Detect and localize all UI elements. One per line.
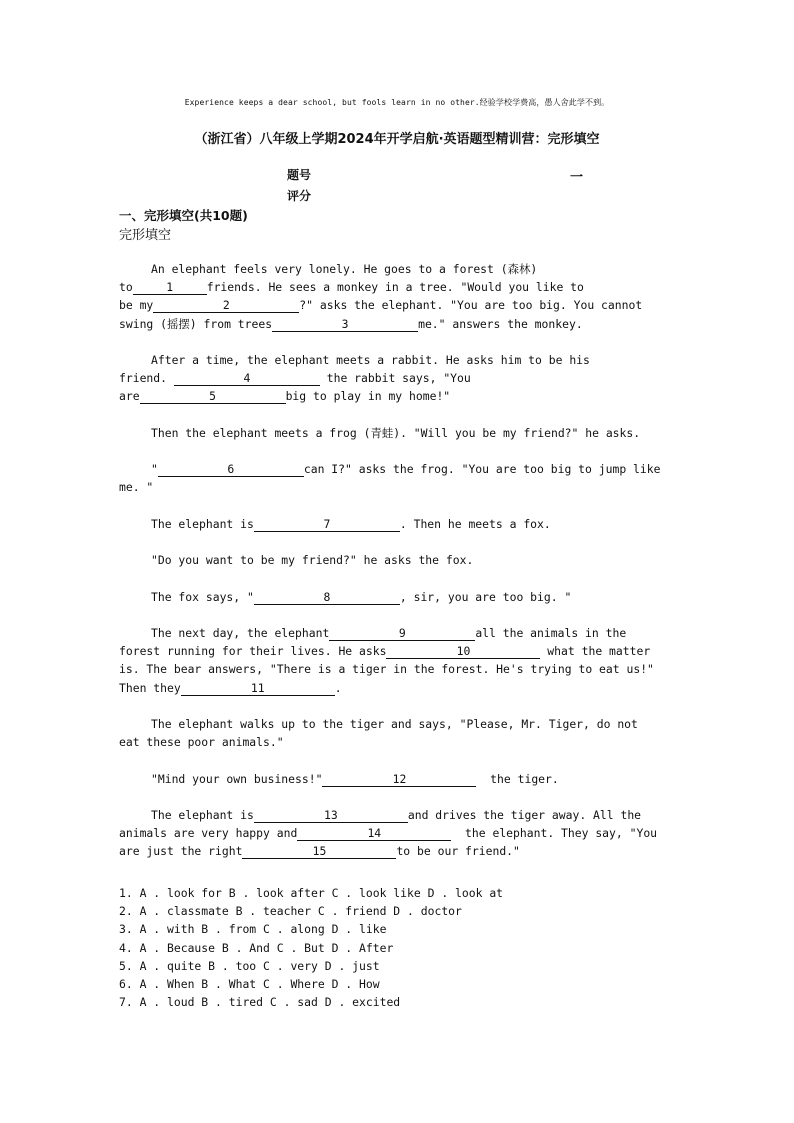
blank-2[interactable]: 2	[153, 298, 299, 313]
option-line: 1. A . look for B . look after C . look like D . look at	[119, 886, 504, 900]
blank-3[interactable]: 3	[272, 317, 418, 332]
paragraph: " 6 can I?" asks the frog. "You are too big to jump like me. "	[119, 462, 661, 495]
blank-14[interactable]: 14	[297, 826, 451, 841]
paragraph: "Do you want to be my friend?" he asks the fox.	[151, 553, 474, 568]
blank-6[interactable]: 6	[158, 462, 304, 477]
paragraph: The elephant walks up to the tiger and says, "Please, Mr. Tiger, do not eat these poor animals."	[119, 716, 638, 750]
option-line: 7. A . loud B . tired C . sad D . excited	[119, 995, 401, 1010]
paragraph: The fox says, " 8 , sir, you are too big. "	[151, 589, 572, 604]
blank-5[interactable]: 5	[140, 389, 286, 404]
paragraph: The next day, the elephant 9 all the animals in the forest running for their lives. He asks 10 what the matter is. The bear answers, "There is a tiger in the forest. He's trying to eat us!" Then they 11 .	[119, 625, 654, 695]
blank-15[interactable]: 15	[242, 844, 396, 859]
page-title: （浙江省）八年级上学期2024年开学启航·英语题型精训营：完形填空	[194, 132, 600, 147]
passage	[119, 260, 679, 879]
blank-10[interactable]: 10	[386, 644, 540, 659]
paragraph: The elephant is 7 . Then he meets a fox.	[151, 516, 551, 531]
section-heading: 一、完形填空(共10题)	[119, 208, 248, 223]
score-table-column-header: 一	[570, 170, 584, 185]
page-header: Experience keeps a dear school, but fools learn in no other.经验学校学费高，愚人舍此学不到。	[184, 98, 610, 107]
blank-8[interactable]: 8	[254, 590, 400, 605]
blank-11[interactable]: 11	[181, 681, 335, 696]
options-list	[119, 884, 503, 1011]
paragraph: An elephant feels very lonely. He goes to a forest (森林) to 1 friends. He sees a monkey in a tree. "Would you like to be my 2 ?" asks the elephant. "You are too big. You cannot swing (摇摆) from trees 3 me." answers the monkey.	[119, 262, 643, 331]
paragraph: Then the elephant meets a frog (青蛙). "Will you be my friend?" he asks.	[151, 425, 641, 440]
option-line: 4. A . Because B . And C . But D . After	[119, 940, 394, 955]
blank-12[interactable]: 12	[322, 772, 476, 787]
option-line: 6. A . When B . What C . Where D . How	[119, 977, 380, 992]
paragraph: After a time, the elephant meets a rabbit. He asks him to be his friend. 4 the rabbit says, "You are 5 big to play in my home!"	[119, 353, 590, 404]
section-subheading: 完形填空	[119, 228, 172, 243]
option-line: 3. A . with B . from C . along D . like	[119, 922, 387, 937]
blank-4[interactable]: 4	[174, 371, 320, 386]
paragraph: The elephant is 13 and drives the tiger away. All the animals are very happy and 14 the elephant. They say, "You are just the right 15 to be our friend."	[119, 807, 658, 859]
paragraph: "Mind your own business!" 12 the tiger.	[151, 771, 559, 786]
blank-9[interactable]: 9	[329, 626, 475, 641]
score-table-row-label: 评分	[287, 189, 312, 203]
option-line: 5. A . quite B . too C . very D . just	[119, 958, 380, 973]
option-line: 2. A . classmate B . teacher C . friend D . doctor	[119, 904, 462, 919]
blank-13[interactable]: 13	[254, 808, 408, 823]
blank-7[interactable]: 7	[254, 517, 400, 532]
blank-1[interactable]: 1	[133, 280, 207, 295]
score-table-row-label: 题号	[287, 168, 312, 182]
